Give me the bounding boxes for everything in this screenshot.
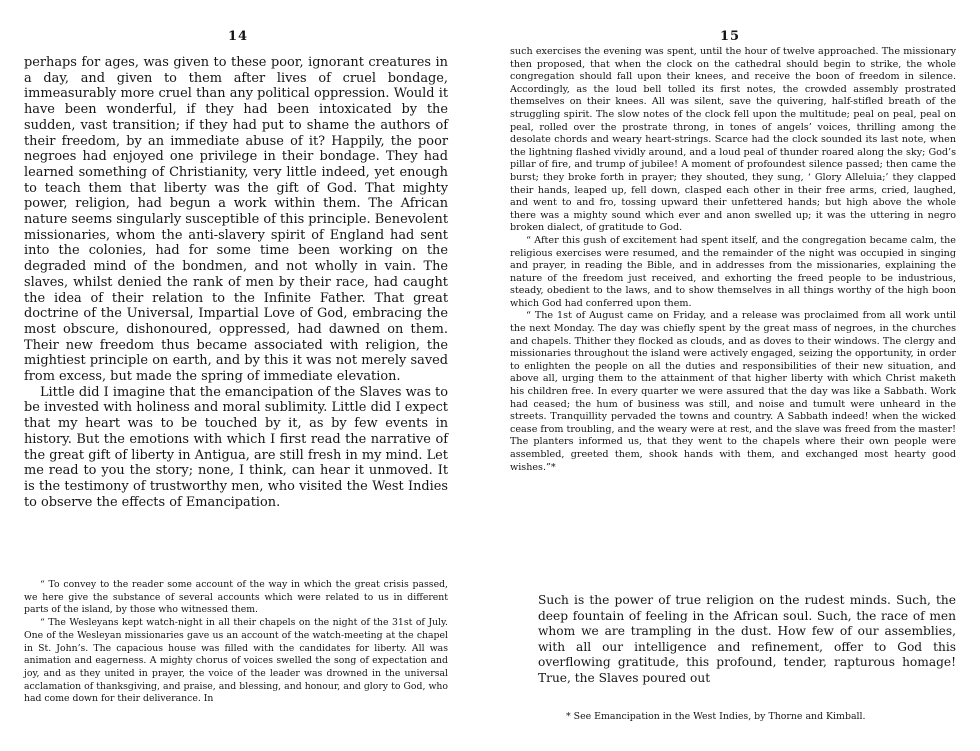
page-number: 15 <box>720 29 741 44</box>
footnote-paragraph: “ To convey to the reader some account of the way in which the great crisis passed, we here give the substance of several accounts which were related to us in different parts of the island, by those who witnessed them. <box>24 579 448 616</box>
footnote <box>566 711 966 723</box>
footnote-paragraph: “ The Wesleyans kept watch-night in all their chapels on the night of the 31st of July. One of the Wesleyan missionaries gave us an account of the watch-meeting at the chapel in St. John’s. The capacious house was filled with the candidates for liberty. All was animation and eagerness. A mighty chorus of voices swelled the song of expectation and joy, and as they united in prayer, the voice of the leader was drowned in the universal acclamation of thanksgiving, and praise, and blessing, and honour, and glory to God, who had come down for their deliverance. In <box>24 617 448 705</box>
footnote-citation: * See Emancipation in the West Indies, by Thorne and Kimball. <box>566 711 866 722</box>
paragraph: Such is the power of true religion on the rudest minds. Such, the deep fountain of feeling in the African soul. Such, the race of men whom we are trampling in the dust. How few of our assemblies, with all our intelligence and refinement, offer to God this overflowing gratitude, this profound, tender, rapturous homage! True, the Slaves poured out <box>538 593 956 685</box>
footnote-text <box>24 579 448 706</box>
page-number: 14 <box>228 29 249 44</box>
paragraph: perhaps for ages, was given to these poor, ignorant creatures in a day, and given to them after lives of cruel bondage, immeasurably more cruel than any political oppression. Would it have been wonderful, if they had been intoxicated by the sudden, vast transition; if they had put to shame the authors of their freedom, by an immediate abuse of it? Happily, the poor negroes had enjoyed one privilege in their bondage. They had learned something of Christianity, very little indeed, yet enough to teach them that liberty was the gift of God. That mighty power, religion, had begun a work within them. The African nature seems singularly susceptible of this principle. Benevolent missionaries, whom the anti-slavery spirit of England had sent into the colonies, had for some time been working on the degraded mind of the bondmen, and not wholly in vain. The slaves, whilst denied the rank of men by their race, had caught the idea of their relation to the Infinite Father. That great doctrine of the Universal, Impartial Love of God, embracing the most obscure, dishonoured, oppressed, had dawned on them. Their new freedom thus became associated with religion, the mightiest principle on earth, and by this it was not merely saved from excess, but made the spring of immediate elevation. <box>24 55 448 385</box>
paragraph: “ After this gush of excitement had spent itself, and the congregation became calm, the religious exercises were resumed, and the remainder of the night was occupied in singing and prayer, in reading the Bible, and in addresses from the missionaries, explaining the nature of the freedom just received, and exhorting the freed people to be industrious, steady, obedient to the laws, and to show themselves in all things worthy of the high boon which God had conferred upon them. <box>510 234 956 309</box>
main-text <box>24 55 448 510</box>
paragraph: Little did I imagine that the emancipation of the Slaves was to be invested with holiness and moral sublimity. Little did I expect that my heart was to be touched by it, as by few events in history. But the emotions with which I first read the narrative of the great gift of liberty in Antigua, are still fresh in my mind. Let me read to you the story; none, I think, can hear it unmoved. It is the testimony of trustworthy men, who visited the West Indies to observe the effects of Emancipation. <box>24 384 448 510</box>
paragraph: “ The 1st of August came on Friday, and a release was proclaimed from all work until the next Monday. The day was chiefly spent by the great mass of negroes, in the churches and chapels. Thither they flocked as clouds, and as doves to their windows. The clergy and missionaries throughout the island were actively engaged, seizing the opportunity, in order to enlighten the people on all the duties and responsibilities of their new situation, and above all, urging them to the attainment of that higher liberty with which Christ maketh his children free. In every quarter we were assured that the day was like a Sabbath. Work had ceased; the hum of business was still, and noise and tumult were unheard in the streets. Tranquillity pervaded the towns and country. A Sabbath indeed! when the wicked cease from troubling, and the weary were at rest, and the slave was freed from the master! The planters informed us, that they went to the chapels where their own people were assembled, greeted them, shook hands with them, and exchanged most hearty good wishes.”* <box>510 310 956 473</box>
quoted-narrative <box>510 46 956 474</box>
main-text <box>538 593 956 686</box>
paragraph: such exercises the evening was spent, until the hour of twelve approached. The missionary then proposed, that when the clock on the cathedral should begin to strike, the whole congregation should fall upon their knees, and receive the boon of freedom in silence. Accordingly, as the loud bell tolled its first notes, the crowded assembly prostrated themselves on their knees. All was silent, save the quivering, half-stifled breath of the struggling spirit. The slow notes of the clock fell upon the multitude; peal on peal, peal on peal, rolled over the prostrate throng, in tones of angels’ voices, thrilling among the desolate chords and weary heart-strings. Scarce had the clock sounded its last note, when the lightning flashed vividly around, and a loud peal of thunder roared along the sky; God’s pillar of fire, and trump of jubilee! A moment of profoundest silence passed; then came the burst; they broke forth in prayer; they shouted, they sung, ‘ Glory Alleluia;’ they clapped their hands, leaped up, fell down, clasped each other in their free arms, cried, laughed, and went to and fro, tossing upward their unfettered hands; but high above the whole there was a mighty sound which ever and anon swelled up; it was the uttering in negro broken dialect, of gratitude to God. <box>510 46 956 234</box>
